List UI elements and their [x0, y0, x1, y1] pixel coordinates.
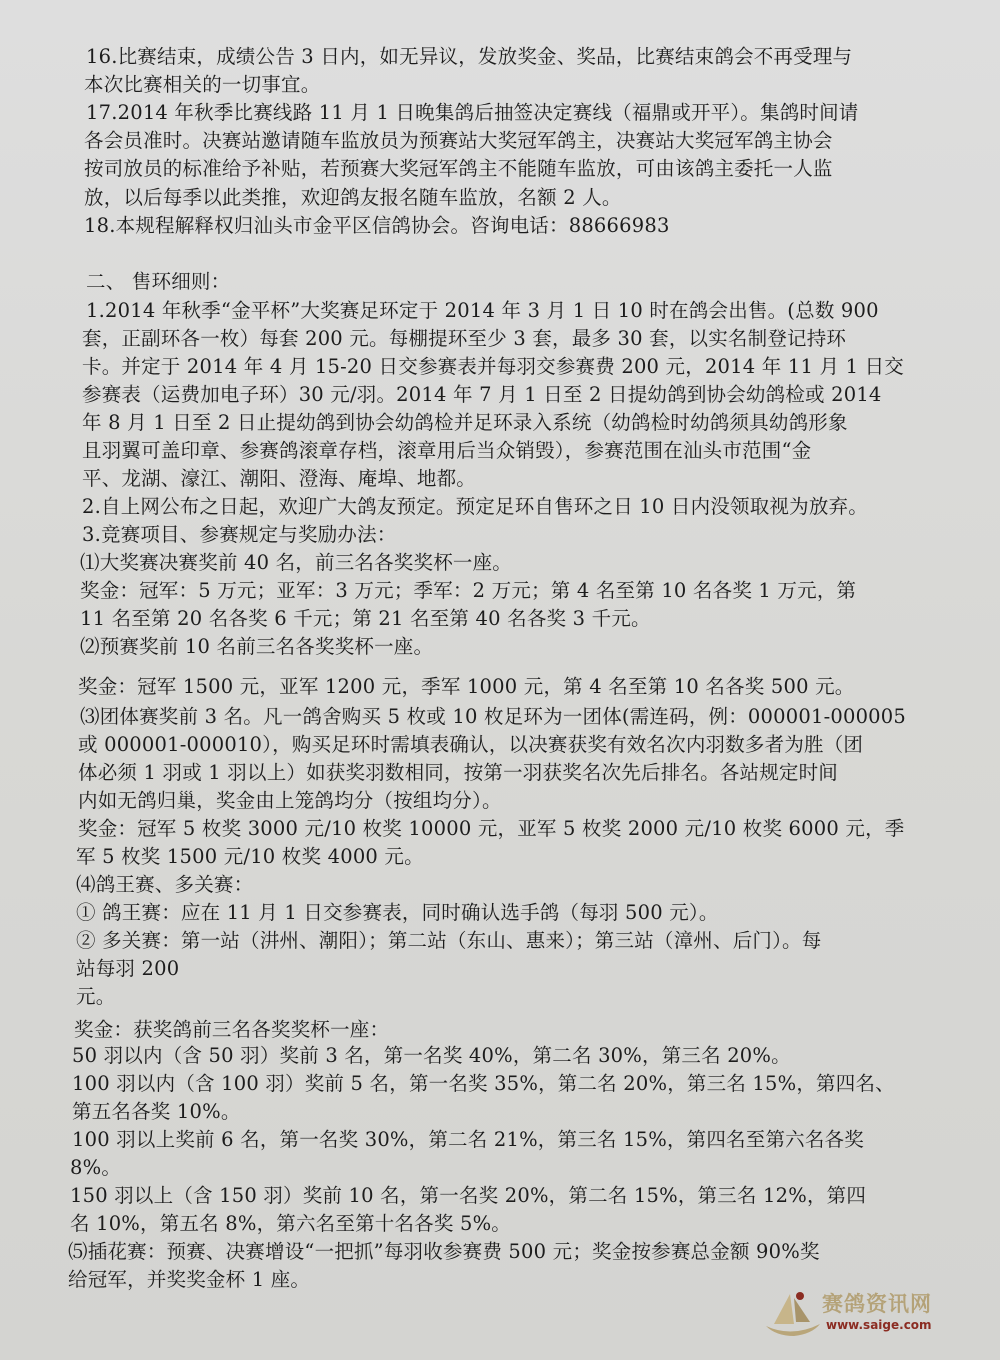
text-line: 套，正副环各一枚）每套 200 元。每棚提环至少 3 套，最多 30 套，以实名制登记持环	[82, 327, 847, 350]
text-line: 参赛表（运费加电子环）30 元/羽。2014 年 7 月 1 日至 2 日提幼鸽到协会幼鸽检或 2014	[82, 383, 882, 406]
text-line: ⑷鸽王赛、多关赛：	[76, 873, 254, 896]
text-line: 且羽翼可盖印章、参赛鸽滚章存档，滚章用后当众销毁），参赛范围在汕头市范围“金	[82, 439, 812, 462]
text-line: 奖金：冠军：5 万元；亚军：3 万元；季军：2 万元；第 4 名至第 10 名各奖 1 万元，第	[80, 579, 857, 602]
watermark-title: 赛鸽资讯网	[822, 1292, 932, 1316]
text-line: 8%。	[70, 1156, 122, 1179]
text-line: 2.自上网公布之日起，欢迎广大鸽友预定。预定足环自售环之日 10 日内没领取视为放弃。	[82, 495, 868, 518]
text-line: 放，以后每季以此类推，欢迎鸽友报名随车监放，名额 2 人。	[84, 186, 622, 209]
text-line: 本次比赛相关的一切事宜。	[84, 73, 321, 96]
text-line: 3.竞赛项目、参赛规定与奖励办法：	[82, 523, 397, 546]
text-line: 16.比赛结束，成绩公告 3 日内，如无异议，发放奖金、奖品，比赛结束鸽会不再受理与	[86, 45, 853, 68]
text-line: 18.本规程解释权归汕头市金平区信鸽协会。咨询电话：88666983	[84, 214, 670, 237]
text-line: 内如无鸽归巢，奖金由上笼鸽均分（按组均分）。	[78, 789, 502, 812]
text-line: 或 000001-000010），购买足环时需填表确认，以决赛获奖有效名次内羽数多者为胜（团	[78, 733, 864, 756]
text-line: 军 5 枚奖 1500 元/10 枚奖 4000 元。	[76, 845, 424, 868]
text-line: 各会员准时。决赛站邀请随车监放员为预赛站大奖冠军鸽主，决赛站大奖冠军鸽主协会	[84, 129, 833, 152]
text-line: ① 鸽王赛：应在 11 月 1 日交参赛表，同时确认选手鸽（每羽 500 元）。	[76, 901, 719, 924]
text-line: 名 10%，第五名 8%，第六名至第十名各奖 5%。	[70, 1212, 512, 1235]
text-line: 奖金：冠军 5 枚奖 3000 元/10 枚奖 10000 元，亚军 5 枚奖 2000 元/10 枚奖 6000 元，季	[78, 817, 905, 840]
watermark-url: www.saige.com	[826, 1318, 932, 1332]
text-line: 50 羽以内（含 50 羽）奖前 3 名，第一名奖 40%，第二名 30%，第三名 20%。	[72, 1044, 791, 1067]
section-heading: 二、 售环细则：	[86, 270, 231, 293]
text-line: ⑸插花赛：预赛、决赛增设“一把抓”每羽收参赛费 500 元；奖金按参赛总金额 90%奖	[68, 1240, 820, 1263]
text-line: 平、龙湖、濠江、潮阳、澄海、庵埠、地都。	[82, 467, 477, 490]
text-line: 100 羽以上奖前 6 名，第一名奖 30%，第二名 21%，第三名 15%，第四名至第六名各奖	[72, 1128, 864, 1151]
text-line: 11 名至第 20 名各奖 6 千元；第 21 名至第 40 名各奖 3 千元。	[80, 607, 651, 630]
text-line: ② 多关赛：第一站（汫州、潮阳）；第二站（东山、惠来）；第三站（漳州、后门）。每	[76, 929, 822, 952]
text-line: 站每羽 200	[76, 957, 180, 980]
text-line: 奖金：冠军 1500 元，亚军 1200 元，季军 1000 元，第 4 名至第 10 名各奖 500 元。	[78, 675, 855, 698]
text-line: 17.2014 年秋季比赛线路 11 月 1 日晚集鸽后抽签决定赛线（福鼎或开平）。集鸽时间请	[86, 101, 859, 124]
text-line: 给冠军，并奖奖金杯 1 座。	[68, 1268, 311, 1291]
text-line: ⑵预赛奖前 10 名前三名各奖奖杯一座。	[80, 635, 434, 658]
text-line: ⑶团体赛奖前 3 名。凡一鸽舍购买 5 枚或 10 枚足环为一团体(需连码，例：000001-000005	[80, 705, 906, 728]
text-line: 年 8 月 1 日至 2 日止提幼鸽到协会幼鸽检并足环录入系统（幼鸽检时幼鸽须具幼鸽形象	[82, 411, 848, 434]
text-line: 元。	[76, 985, 116, 1008]
text-line: 按司放员的标准给予补贴，若预赛大奖冠军鸽主不能随车监放，可由该鸽主委托一人监	[84, 157, 833, 180]
text-line: 第五名各奖 10%。	[72, 1100, 241, 1123]
text-line: 1.2014 年秋季“金平杯”大奖赛足环定于 2014 年 3 月 1 日 10 时在鸽会出售。(总数 900	[86, 299, 879, 322]
pigeon-boat-logo-icon	[760, 1286, 824, 1342]
text-line: ⑴大奖赛决赛奖前 40 名，前三名各奖奖杯一座。	[80, 551, 513, 574]
watermark	[760, 1286, 960, 1342]
text-line: 奖金：获奖鸽前三名各奖奖杯一座：	[74, 1018, 390, 1041]
text-line: 150 羽以上（含 150 羽）奖前 10 名，第一名奖 20%，第二名 15%，第三名 12%，第四	[70, 1184, 867, 1207]
text-line: 卡。并定于 2014 年 4 月 15-20 日交参赛表并每羽交参赛费 200 元，2014 年 11 月 1 日交	[82, 355, 904, 378]
text-line: 体必须 1 羽或 1 羽以上）如获奖羽数相同，按第一羽获奖名次先后排名。各站规定时间	[78, 761, 839, 784]
text-line: 100 羽以内（含 100 羽）奖前 5 名，第一名奖 35%，第二名 20%，第三名 15%，第四名、	[72, 1072, 895, 1095]
